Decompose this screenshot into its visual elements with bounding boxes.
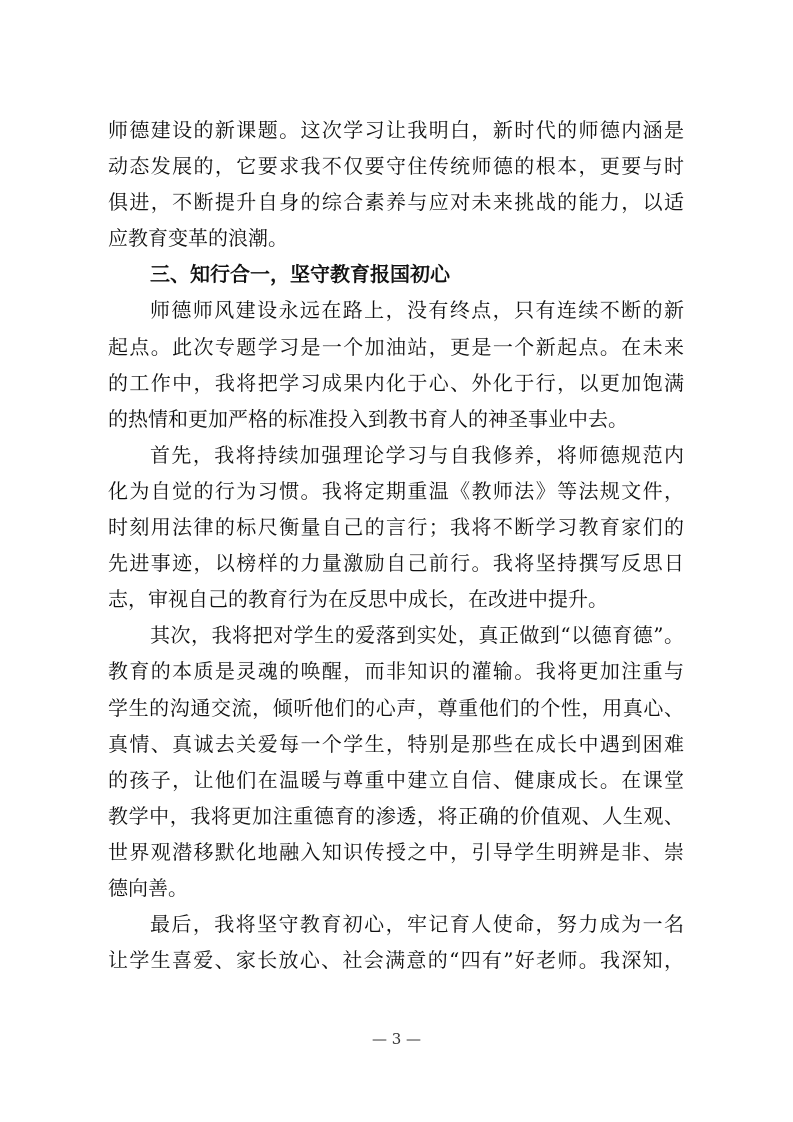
- text-line: 的热情和更加严格的标准投入到教书育人的神圣事业中去。: [108, 406, 628, 431]
- text-line: 最后，我将坚守教育初心，牢记育人使命，努力成为一名: [150, 912, 684, 937]
- paragraph: [108, 906, 684, 978]
- text-line: 真情、真诚去关爱每一个学生，特别是那些在成长中遇到困难: [108, 731, 684, 756]
- paragraph: [108, 292, 684, 436]
- text-line: 志，审视自己的教育行为在反思中成长，在改进中提升。: [108, 587, 608, 612]
- document-body: [108, 112, 684, 978]
- text-line: 的孩子，让他们在温暖与尊重中建立自信、健康成长。在课堂: [108, 767, 684, 792]
- text-line: 师德建设的新课题。这次学习让我明白，新时代的师德内涵是: [108, 118, 684, 142]
- text-line: 化为自觉的行为习惯。我将定期重温《教师法》等法规文件，: [108, 478, 684, 503]
- text-line: 德向善。: [108, 875, 188, 900]
- text-line: 让学生喜爱、家长放心、社会满意的“四有”好老师。我深知，: [108, 948, 684, 973]
- text-line: 起点。此次专题学习是一个加油站，更是一个新起点。在未来: [108, 334, 684, 359]
- text-line: 学生的沟通交流，倾听他们的心声，尊重他们的个性，用真心、: [108, 695, 684, 720]
- text-line: 首先，我将持续加强理论学习与自我修养，将师德规范内: [150, 442, 684, 467]
- text-line: 应教育变革的浪潮。: [108, 226, 288, 251]
- text-line: 先进事迹，以榜样的力量激励自己前行。我将坚持撰写反思日: [108, 551, 684, 576]
- text-line: 俱进，不断提升自身的综合素养与应对未来挑战的能力，以适: [108, 190, 684, 215]
- text-line: 世界观潜移默化地融入知识传授之中，引导学生明辨是非、崇: [108, 839, 684, 864]
- paragraph: [108, 112, 684, 256]
- paragraph: [108, 617, 684, 906]
- text-line: 师德师风建设永远在路上，没有终点，只有连续不断的新: [150, 298, 684, 323]
- section-heading: [108, 256, 684, 292]
- text-line: 其次，我将把对学生的爱落到实处，真正做到“以德育德”。: [150, 623, 684, 648]
- text-line: 的工作中，我将把学习成果内化于心、外化于行，以更加饱满: [108, 370, 684, 395]
- paragraph: [108, 437, 684, 617]
- text-line: 时刻用法律的标尺衡量自己的言行；我将不断学习教育家们的: [108, 515, 684, 540]
- text-line: 教育的本质是灵魂的唤醒，而非知识的灌输。我将更加注重与: [108, 659, 684, 684]
- text-line: 教学中，我将更加注重德育的渗透，将正确的价值观、人生观、: [108, 803, 684, 828]
- text-line: 动态发展的，它要求我不仅要守住传统师德的根本，更要与时: [108, 154, 684, 179]
- text-line: 三、知行合一，坚守教育报国初心: [150, 262, 450, 287]
- page-number: — 3 —: [371, 1030, 422, 1048]
